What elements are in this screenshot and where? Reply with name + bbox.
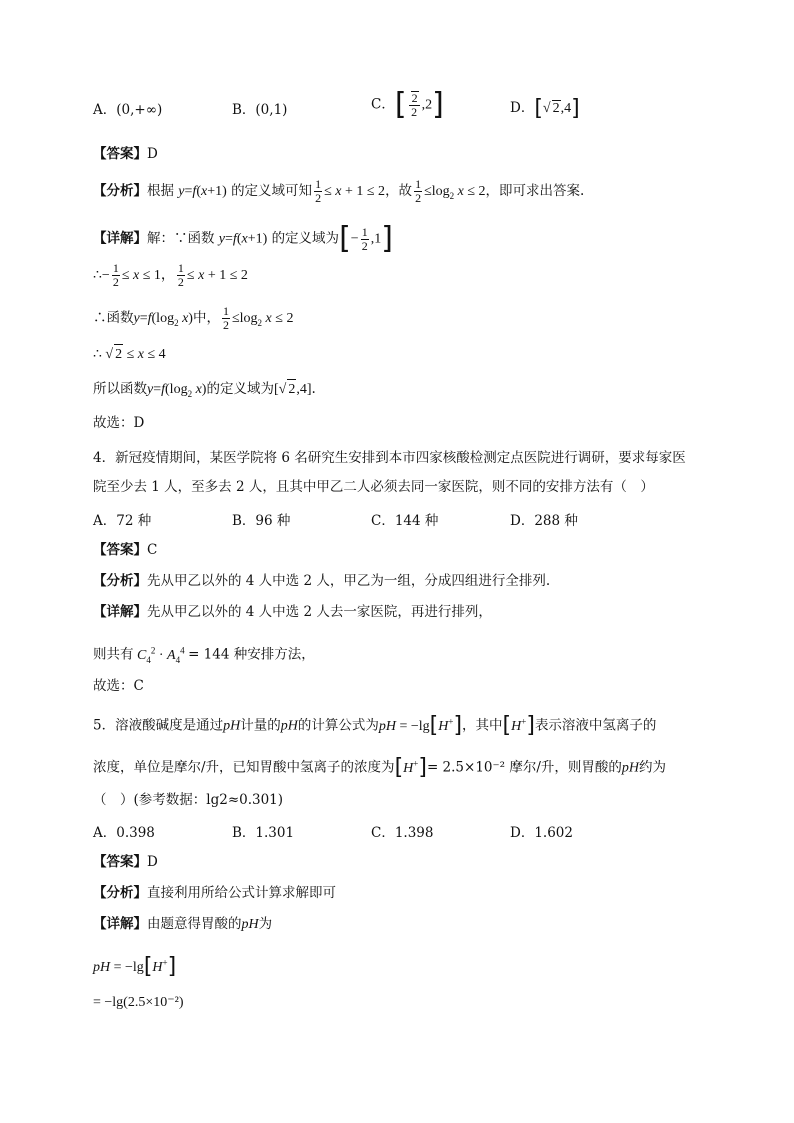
q4-answer-line: 【答案】C — [93, 542, 158, 558]
q4-option-d: D．288 种 — [510, 513, 578, 529]
option-d: D．[√ 2,4] — [510, 95, 580, 121]
q5-analysis-line: 【分析】直接利用所给公式计算求解即可 — [93, 885, 336, 901]
q5-answer-line: 【答案】D — [93, 854, 158, 870]
q5-stem-line1: 5．溶液酸碱度是通过pH计量的pH的计算公式为pH = −lg[H+]，其中[H+]表示溶液中氢离子的 — [93, 713, 657, 739]
option-c-label: C． — [371, 96, 395, 113]
step2-line: ∴− $\frac{1}{2}$ ≤ x ≤ 1， $\frac{1}{2}$ ≤ x + 1 ≤ 2 — [93, 261, 248, 289]
step4-line: ∴ √ 2 ≤ x ≤ 4 — [93, 344, 166, 365]
q4-detail2-line: 则共有 $C_4^2 \cdot A_4^4 = 144$ 种安排方法， — [93, 645, 315, 665]
q5-option-d: D．1.602 — [510, 825, 573, 841]
q5-stem-line3: （ ）(参考数据：lg2≈0.301) — [93, 792, 284, 808]
q5-formula1: pH = −lg[H+] — [93, 954, 177, 980]
final-choice-q3: 故选：D — [93, 415, 145, 431]
answer-line: 【答案】D — [93, 146, 158, 162]
q4-option-a: A．72 种 — [93, 513, 152, 529]
option-b: B．(0,1) — [232, 102, 288, 118]
q4-stem-line2: 院至少去 1 人，至多去 2 人，且其中甲乙二人必须去同一家医院，则不同的安排方法有（ ） — [93, 479, 654, 495]
q5-stem-line2: 浓度，单位是摩尔/升，已知胃酸中氢离子的浓度为[H+]= 2.5×10⁻² 摩尔/升，则胃酸的pH约为 — [93, 755, 667, 781]
q5-option-c: C．1.398 — [371, 825, 434, 841]
option-d-label: D． — [510, 100, 535, 116]
q5-formula2: = −lg(2.5×10⁻²) — [93, 995, 184, 1010]
q4-option-c: C．144 种 — [371, 513, 439, 529]
conclusion-line: 所以函数$y=f(\log_2$ x)的定义域为[√ 2,4]. — [93, 381, 316, 399]
step3-line: ∴函数$y=f(\log_2$ x)中， $\frac{1}{2}$ $\le\log_2$ x ≤ 2 — [93, 304, 294, 332]
q5-detail-line: 【详解】由题意得胃酸的pH为 — [93, 916, 273, 932]
q4-detail-line: 【详解】先从甲乙以外的 4 人中选 2 人去一家医院，再进行排列， — [93, 604, 492, 620]
detail-line: 【详解】解：∵函数 y=f(x+1) 的定义域为[− $\frac{1}{2}$ ,1] — [93, 221, 393, 256]
q4-analysis-line: 【分析】先从甲乙以外的 4 人中选 2 人，甲乙为一组，分成四组进行全排列. — [93, 573, 551, 589]
final-choice-q4: 故选：C — [93, 678, 144, 694]
q5-option-b: B．1.301 — [232, 825, 295, 841]
option-a: A．(0,+∞) — [93, 102, 163, 118]
q4-stem-line1: 4．新冠疫情期间，某医学院将 6 名研究生安排到本市四家核酸检测定点医院进行调研，要求每家医 — [93, 450, 686, 466]
option-c: C．[ $\frac{2}{2}$ ,2] — [371, 87, 444, 122]
q4-option-b: B．96 种 — [232, 513, 291, 529]
q5-option-a: A．0.398 — [93, 825, 155, 841]
analysis-line: 【分析】根据 y=f(x+1) 的定义域可知 $\frac{1}{2}$ ≤ x + 1 ≤ 2，故 $\frac{1}{2}$ $\le\log_2$ x ≤ 2，即可求出答案. — [93, 177, 585, 205]
